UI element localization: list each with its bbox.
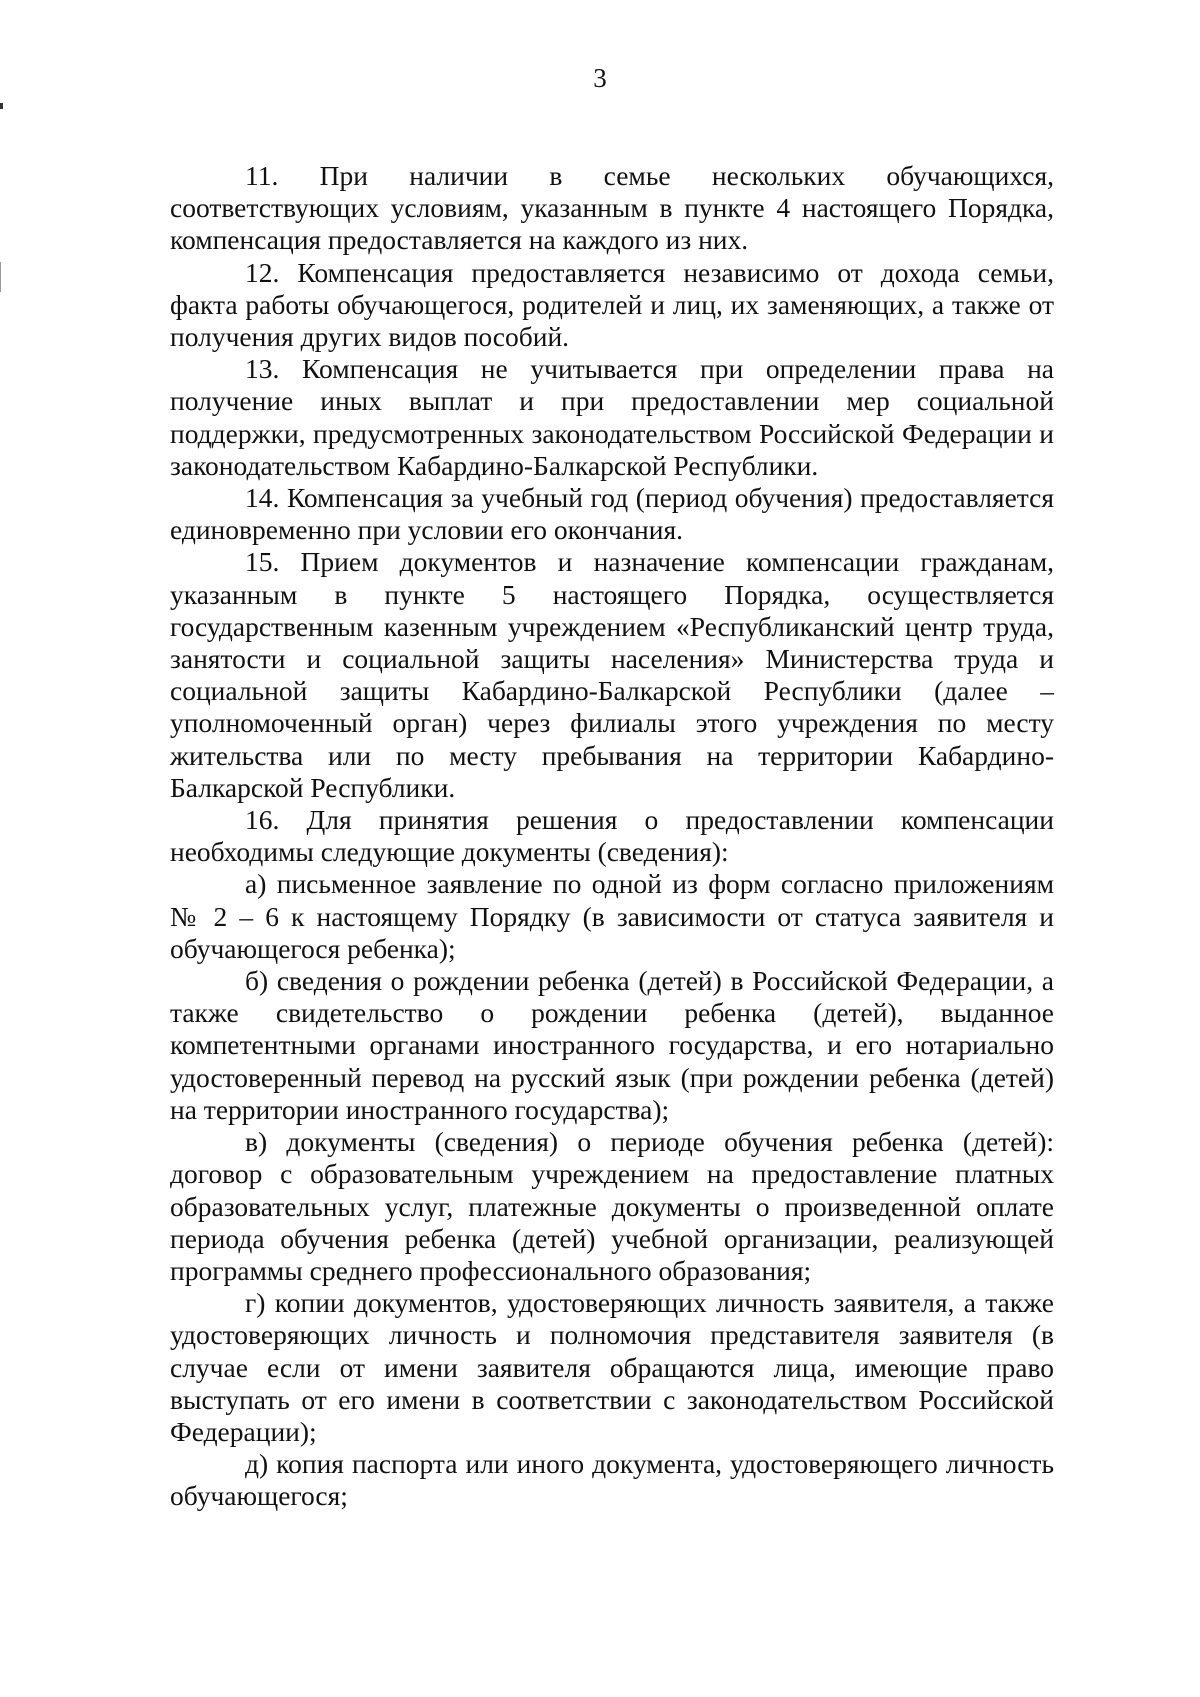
paragraph-16-b: б) сведения о рождении ребенка (детей) в Российской Федерации, а также свидетельство о рождении ребенка (детей), выданное компетентными органами иностранного государства, и его нотариально удостоверенный перевод на русский язык (при рождении ребенка (детей) на территории иностранного государства); (170, 965, 1054, 1125)
paragraph-12: 12. Компенсация предоставляется независимо от дохода семьи, факта работы обучающегося, родителей и лиц, их заменяющих, а также от получения других видов пособий. (170, 256, 1054, 353)
paragraph-16: 16. Для принятия решения о предоставлении компенсации необходимы следующие документы (сведения): (170, 804, 1054, 868)
paragraph-16-d: д) копия паспорта или иного документа, удостоверяющего личность обучающегося; (170, 1448, 1054, 1512)
paragraph-16-v: в) документы (сведения) о периоде обучения ребенка (детей): договор с образовательным учреждением на предоставление платных образовательных услуг, платежные документы о произведенной оплате периода обучения ребенка (детей) учебной организации, реализующей программы среднего профессионального образования; (170, 1126, 1054, 1286)
paragraph-16-a: а) письменное заявление по одной из форм согласно приложениям № 2 – 6 к настоящему Порядку (в зависимости от статуса заявителя и обучающегося ребенка); (170, 868, 1054, 964)
paragraph-15: 15. Прием документов и назначение компенсации гражданам, указанным в пункте 5 настоящего Порядка, осуществляется государственным казенным учреждением «Республиканский центр труда, занятости и социальной защиты населения» Министерства труда и социальной защиты Кабардино-Балкарской Республики (далее – уполномоченный орган) через филиалы этого учреждения по месту жительства или по месту пребывания на территории Кабардино-Балкарской Республики. (170, 546, 1054, 803)
scan-artifact-line (0, 262, 1, 292)
paragraph-16-g: г) копии документов, удостоверяющих личность заявителя, а также удостоверяющих личность и полномочия представителя заявителя (в случае если от имени заявителя обращаются лица, имеющие право выступать от его имени в соответствии с законодательством Российской Федерации); (170, 1287, 1054, 1447)
page-number: 3 (593, 63, 607, 93)
scan-artifact-mark (0, 103, 3, 109)
paragraph-14: 14. Компенсация за учебный год (период обучения) предоставляется единовременно при условии его окончания. (170, 482, 1054, 546)
paragraph-11: 11. При наличии в семье нескольких обучающихся, соответствующих условиям, указанным в пункте 4 настоящего Порядка, компенсация предоставляется на каждого из них. (170, 160, 1054, 256)
paragraph-13: 13. Компенсация не учитывается при определении права на получение иных выплат и при предоставлении мер социальной поддержки, предусмотренных законодательством Российской Федерации и законодательством Кабардино-Балкарской Республики. (170, 353, 1054, 481)
document-body (170, 160, 1054, 1513)
